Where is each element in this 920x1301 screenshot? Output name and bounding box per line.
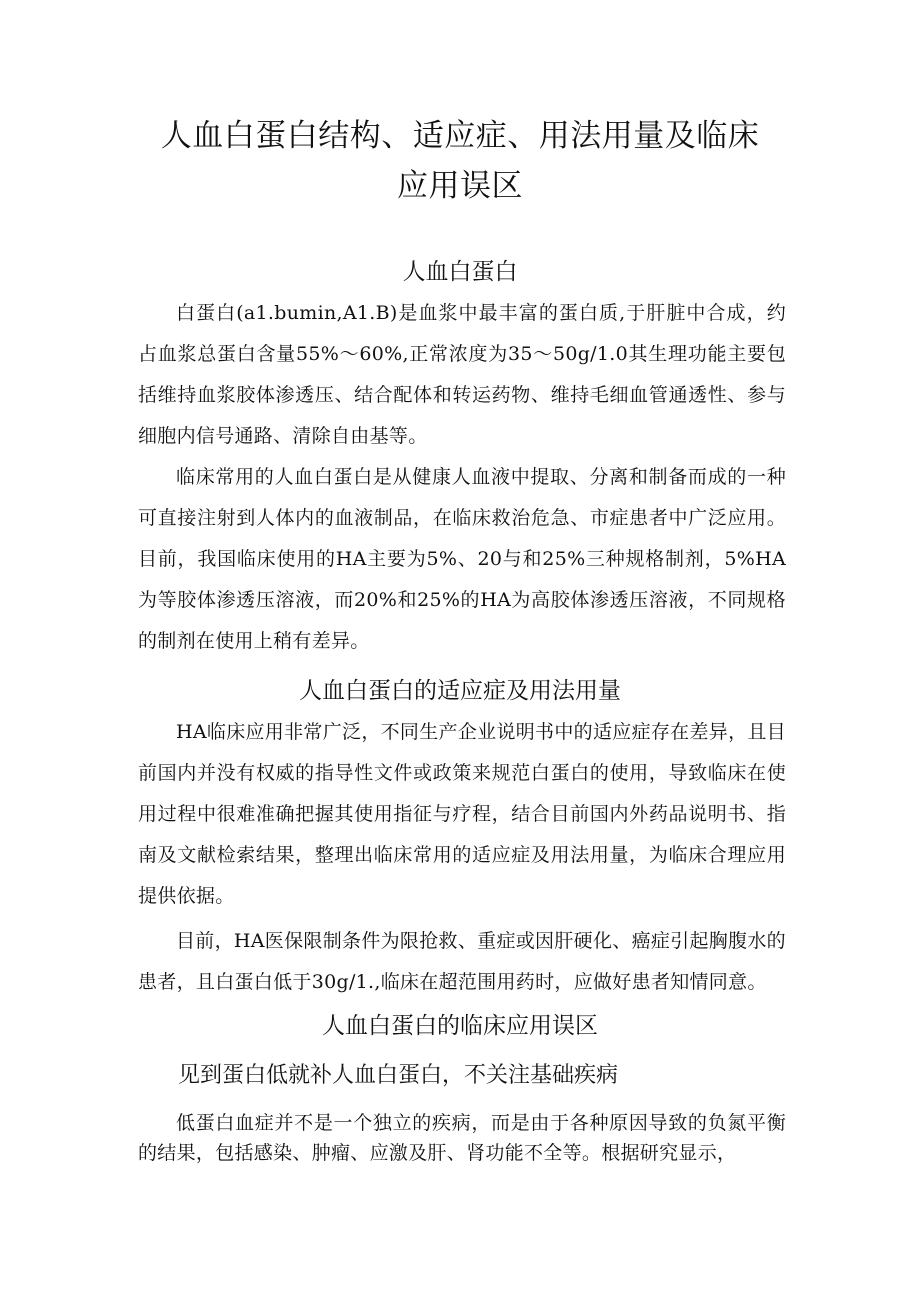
- section-heading-albumin: 人血白蛋白: [402, 259, 518, 285]
- section-heading-misconceptions: 人血白蛋白的临床应用误区: [322, 1013, 598, 1039]
- paragraph-hypoalbuminemia: 低蛋白血症并不是一个独立的疾病，而是由于各种原因导致的负氮平衡的结果，包括感染、肿瘤、应激及肝、肾功能不全等。根据研究显示，: [138, 1112, 786, 1164]
- paragraph-indications: HA临床应用非常广泛，不同生产企业说明书中的适应症存在差异，且目前国内并没有权威的指导性文件或政策来规范白蛋白的使用，导致临床在使用过程中很难准确把握其使用指征与疗程，结合目前国内外药品说明书、指南及文献检索结果，整理出临床常用的适应症及用法用量，为临床合理应用提供依据。: [138, 721, 786, 907]
- section-heading-indications: 人血白蛋白的适应症及用法用量: [299, 678, 621, 704]
- document-title-line-1: 人血白蛋白结构、适应症、用法用量及临床: [160, 118, 760, 154]
- paragraph-insurance-restrictions: 目前，HA医保限制条件为限抢救、重症或因肝硬化、癌症引起胸腹水的患者，且白蛋白低于30g∕1.,临床在超范围用药时，应做好患者知情同意。: [138, 930, 786, 993]
- subheading-misconception-1: 见到蛋白低就补人血白蛋白，不关注基础疾病: [178, 1063, 619, 1088]
- document-title-line-2: 应用误区: [397, 168, 523, 204]
- paragraph-albumin-intro: 白蛋白(a1.bumin,A1.B)是血浆中最丰富的蛋白质,于肝脏中合成，约占血浆总蛋白含量55%～60%,正常浓度为35～50g∕1.0其生理功能主要包括维持血浆胶体渗透压、结合配体和转运药物、维持毛细血管通透性、参与细胞内信号通路、清除自由基等。: [138, 302, 786, 447]
- paragraph-clinical-albumin: 临床常用的人血白蛋白是从健康人血液中提取、分离和制备而成的一种可直接注射到人体内的血液制品，在临床救治危急、市症患者中广泛应用。目前，我国临床使用的HA主要为5%、20与和25%三种规格制剂，5%HA为等胶体渗透压溶液，而20%和25%的HA为高胶体渗透压溶液，不同规格的制剂在使用上稍有差异。: [138, 466, 786, 652]
